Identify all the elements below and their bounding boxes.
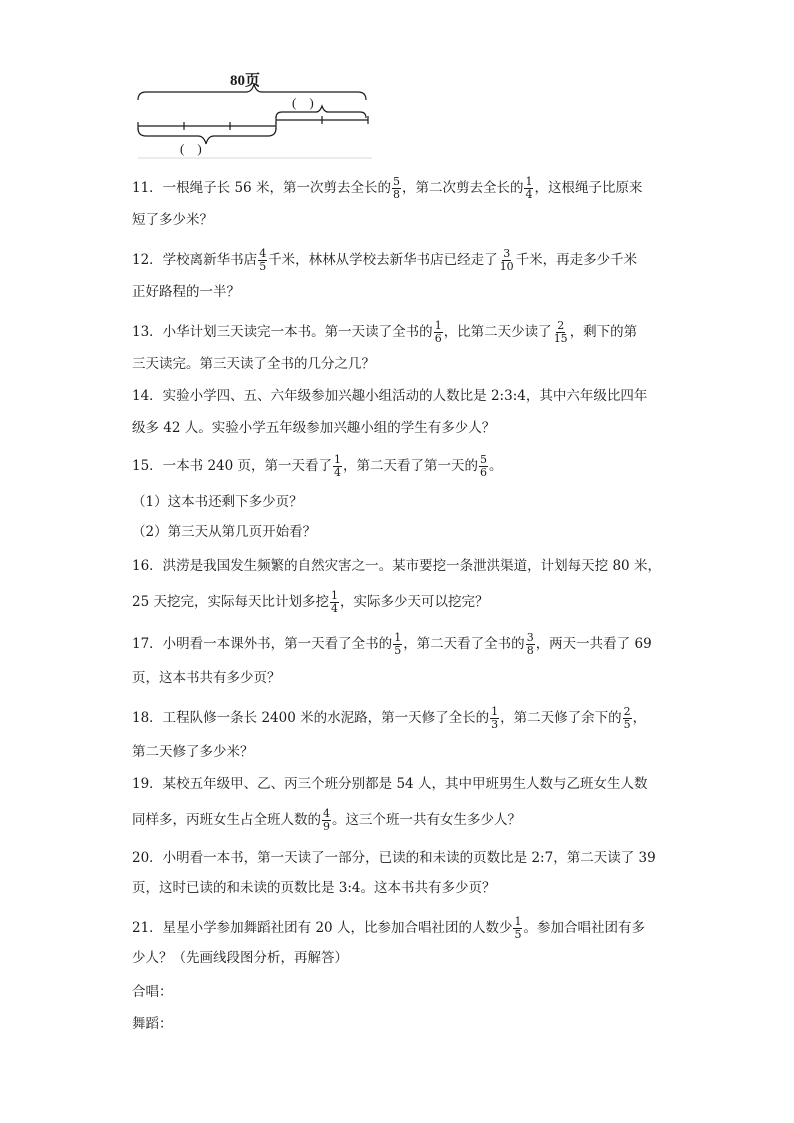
blank-top: ( )	[292, 95, 314, 110]
q13-line2: 三天读完。第三天读了全书的几分之几？	[132, 356, 375, 372]
q17-line1: 17．小明看一本课外书，第一天看了全书的 $\frac{1}{5}$ ，第二天看了全书的 $\frac{3}{8}$ ，两天一共看了 69	[132, 631, 652, 657]
fraction: $\frac{5}{6}$	[480, 453, 488, 479]
q19-line2: 同样多，丙班女生占全班人数的 $\frac{4}{9}$ 。这三个班一共有女生多少人？	[132, 807, 521, 833]
q16-line1: 16．洪涝是我国发生频繁的自然灾害之一。某市要挖一条泄洪渠道，计划每天挖 80 米，	[132, 558, 661, 574]
q18-line2: 第二天修了多少米？	[132, 744, 254, 760]
bottom-brace	[138, 128, 276, 144]
fraction: $\frac{5}{8}$	[392, 175, 400, 201]
fraction: $\frac{3}{10}$	[499, 247, 514, 273]
q12-line2: 正好路程的一半？	[132, 284, 240, 300]
q20-line2: 页，这时已读的和未读的页数比是 3:4。这本书共有多少页？	[132, 880, 496, 896]
segment-diagram-svg	[132, 66, 372, 162]
chorus-label: 合唱：	[132, 984, 173, 1000]
fraction: $\frac{1}{4}$	[525, 175, 533, 201]
q15-sub2: （2）第三天从第几页开始看？	[132, 524, 317, 540]
fraction: $\frac{1}{5}$	[394, 631, 402, 657]
fraction: $\frac{2}{5}$	[623, 705, 631, 731]
q11-line2: 短了多少米？	[132, 212, 213, 228]
total-label: 80页	[230, 73, 261, 89]
fraction: $\frac{3}{8}$	[526, 631, 534, 657]
q11-line1: 11．一根绳子长 56 米，第一次剪去全长的 $\frac{5}{8}$ ，第二次剪去全长的 $\frac{1}{4}$ ，这根绳子比原来	[132, 175, 643, 201]
blank-bottom: ( )	[180, 141, 202, 156]
dance-label: 舞蹈：	[132, 1016, 173, 1032]
q15-sub1: （1）这本书还剩下多少页？	[132, 494, 303, 510]
q14-line1: 14．实验小学四、五、六年级参加兴趣小组活动的人数比是 2:3:4，其中六年级比四年	[132, 388, 648, 404]
q20-line1: 20．小明看一本书，第一天读了一部分，已读的和未读的页数比是 2:7，第二天读了 39	[132, 850, 656, 866]
q17-line2: 页，这本书共有多少页？	[132, 670, 281, 686]
q21-line1: 21．星星小学参加舞蹈社团有 20 人，比参加合唱社团的人数少 $\frac{1}{5}$ 。参加合唱社团有多	[132, 915, 645, 941]
fraction: $\frac{1}{4}$	[334, 453, 342, 479]
fraction: $\frac{4}{9}$	[323, 807, 330, 833]
q13-line1: 13．小华计划三天读完一本书。第一天读了全书的 $\frac{1}{6}$ ，比第二天少读了 $\frac{2}{15}$ ，剩下的第	[132, 319, 638, 345]
q19-line1: 19．某校五年级甲、乙、丙三个班分别都是 54 人，其中甲班男生人数与乙班女生人数	[132, 776, 648, 792]
right-brace	[276, 106, 366, 118]
fraction: $\frac{4}{5}$	[259, 247, 267, 273]
fraction: $\frac{1}{3}$	[491, 705, 499, 731]
fraction: $\frac{1}{4}$	[330, 589, 338, 615]
q12-line1: 12．学校离新华书店 $\frac{4}{5}$ 千米，林林从学校去新华书店已经走了 $\frac{3}{10}$ 千米，再走多少千米	[132, 247, 638, 273]
fraction: $\frac{2}{15}$	[553, 319, 568, 345]
line-segment-diagram	[132, 66, 372, 162]
q15-line1: 15．一本书 240 页，第一天看了 $\frac{1}{4}$ ，第二天看了第一天的 $\frac{5}{6}$ 。	[132, 453, 503, 479]
fraction: $\frac{1}{6}$	[434, 319, 442, 345]
q16-line2: 25 天挖完，实际每天比计划多挖 $\frac{1}{4}$ ，实际多少天可以挖完？	[132, 589, 489, 615]
q14-line2: 级多 42 人。实验小学五年级参加兴趣小组的学生有多少人？	[132, 420, 496, 436]
q18-line1: 18．工程队修一条长 2400 米的水泥路，第一天修了全长的 $\frac{1}{3}$ ，第二天修了余下的 $\frac{2}{5}$ ，	[132, 705, 647, 731]
fraction: $\frac{1}{5}$	[514, 915, 522, 941]
q21-line2: 少人？（先画线段图分析，再解答）	[132, 950, 348, 966]
